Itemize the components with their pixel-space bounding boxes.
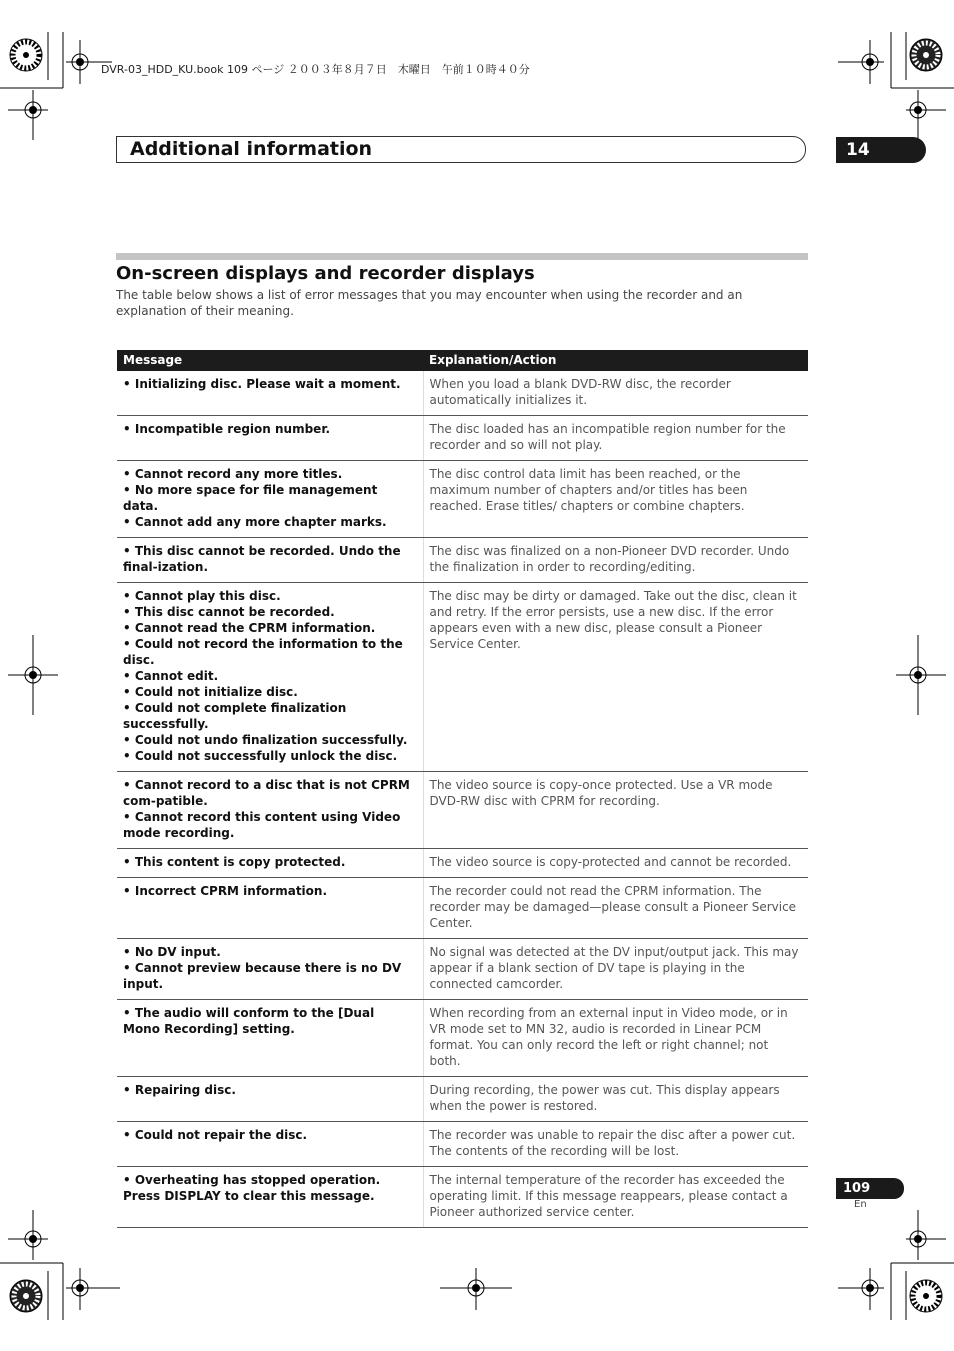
message-text: • This disc cannot be recorded. Undo the final-ization. xyxy=(123,544,401,574)
table-row xyxy=(117,1077,808,1122)
explanation-cell: The disc control data limit has been reached, or the maximum number of chapters and/or titles has been reached. Erase titles/ chapters or combine chapters. xyxy=(423,461,808,538)
message-text: • Could not record the information to the disc. xyxy=(123,637,403,667)
message-cell xyxy=(117,1077,423,1122)
print-header: DVR-03_HDD_KU.book 109 ページ ２００３年８月７日 木曜日 午前１０時４０分 xyxy=(101,63,530,76)
explanation-cell: The video source is copy-protected and cannot be recorded. xyxy=(423,849,808,878)
message-text: • This disc cannot be recorded. xyxy=(123,605,335,619)
table-row xyxy=(117,461,808,538)
message-cell xyxy=(117,371,423,416)
message-text: Press DISPLAY to clear this message. xyxy=(123,1189,375,1203)
message-cell xyxy=(117,1000,423,1077)
message-text: • Cannot read the CPRM information. xyxy=(123,621,376,635)
message-cell xyxy=(117,583,423,772)
column-header-message: Message xyxy=(117,350,423,371)
message-text: • Cannot edit. xyxy=(123,669,219,683)
message-text: • Cannot record this content using Video mode recording. xyxy=(123,810,401,840)
message-text: • No more space for file management data. xyxy=(123,483,378,513)
message-cell xyxy=(117,772,423,849)
message-text: • Could not complete finalization successfully. xyxy=(123,701,347,731)
explanation-cell: The disc loaded has an incompatible region number for the recorder and so will not play. xyxy=(423,416,808,461)
table-row xyxy=(117,1000,808,1077)
message-text: • Could not undo finalization successfully. xyxy=(123,733,408,747)
table-row xyxy=(117,878,808,939)
message-text: • The audio will conform to the [Dual Mono Recording] setting. xyxy=(123,1006,375,1036)
chapter-bar xyxy=(116,136,806,163)
section-title: On-screen displays and recorder displays xyxy=(116,263,535,284)
page-language: En xyxy=(854,1199,867,1210)
message-text: • Repairing disc. xyxy=(123,1083,236,1097)
table-row xyxy=(117,583,808,772)
table-row xyxy=(117,939,808,1000)
page-number: 109 xyxy=(836,1178,904,1199)
explanation-cell: During recording, the power was cut. This display appears when the power is restored. xyxy=(423,1077,808,1122)
table-header-row xyxy=(117,350,808,371)
message-cell xyxy=(117,538,423,583)
section-divider xyxy=(116,253,808,260)
table-row xyxy=(117,538,808,583)
message-cell xyxy=(117,939,423,1000)
section-intro: The table below shows a list of error messages that you may encounter when using the recorder and an explanation of their meaning. xyxy=(116,288,743,318)
explanation-cell: The disc may be dirty or damaged. Take out the disc, clean it and retry. If the error persists, use a new disc. If the error appears even with a new disc, please consult a Pioneer Service Center. xyxy=(423,583,808,772)
table-row xyxy=(117,371,808,416)
explanation-cell: When you load a blank DVD-RW disc, the recorder automatically initializes it. xyxy=(423,371,808,416)
explanation-cell: The recorder could not read the CPRM information. The recorder may be damaged—please consult a Pioneer Service Center. xyxy=(423,878,808,939)
message-text: • Cannot preview because there is no DV input. xyxy=(123,961,402,991)
chapter-number-tab: 14 xyxy=(836,137,926,163)
message-text: • Initializing disc. Please wait a moment. xyxy=(123,377,401,391)
message-text: • Cannot add any more chapter marks. xyxy=(123,515,387,529)
message-cell xyxy=(117,416,423,461)
explanation-cell: When recording from an external input in Video mode, or in VR mode set to MN 32, audio is recorded in Linear PCM format. You can only record the left or right channel; not both. xyxy=(423,1000,808,1077)
table-row xyxy=(117,772,808,849)
message-text: • Could not repair the disc. xyxy=(123,1128,308,1142)
explanation-cell: No signal was detected at the DV input/output jack. This may appear if a blank section of DV tape is playing in the connected camcorder. xyxy=(423,939,808,1000)
message-text: • Incorrect CPRM information. xyxy=(123,884,328,898)
explanation-cell: The video source is copy-once protected. Use a VR mode DVD-RW disc with CPRM for recording. xyxy=(423,772,808,849)
chapter-title: Additional information xyxy=(130,138,373,160)
message-cell xyxy=(117,878,423,939)
message-text: • Cannot play this disc. xyxy=(123,589,281,603)
message-text: • Could not successfully unlock the disc. xyxy=(123,749,398,763)
message-text: • This content is copy protected. xyxy=(123,855,346,869)
message-cell xyxy=(117,1122,423,1167)
message-text: • Could not initialize disc. xyxy=(123,685,298,699)
message-text: • Overheating has stopped operation. xyxy=(123,1173,381,1187)
message-text: • Cannot record to a disc that is not CPRM com-patible. xyxy=(123,778,410,808)
explanation-cell: The disc was finalized on a non-Pioneer DVD recorder. Undo the finalization in order to recording/editing. xyxy=(423,538,808,583)
message-cell xyxy=(117,849,423,878)
column-header-explanation: Explanation/Action xyxy=(423,350,808,371)
error-message-table xyxy=(117,350,808,1228)
message-cell xyxy=(117,461,423,538)
table-row xyxy=(117,1122,808,1167)
message-text: • Cannot record any more titles. xyxy=(123,467,343,481)
table-row xyxy=(117,1167,808,1228)
table-row xyxy=(117,416,808,461)
explanation-cell: The recorder was unable to repair the disc after a power cut. The contents of the recording will be lost. xyxy=(423,1122,808,1167)
message-cell xyxy=(117,1167,423,1228)
message-text: • No DV input. xyxy=(123,945,221,959)
message-text: • Incompatible region number. xyxy=(123,422,331,436)
table-row xyxy=(117,849,808,878)
explanation-cell: The internal temperature of the recorder has exceeded the operating limit. If this message reappears, please contact a Pioneer authorized service center. xyxy=(423,1167,808,1228)
